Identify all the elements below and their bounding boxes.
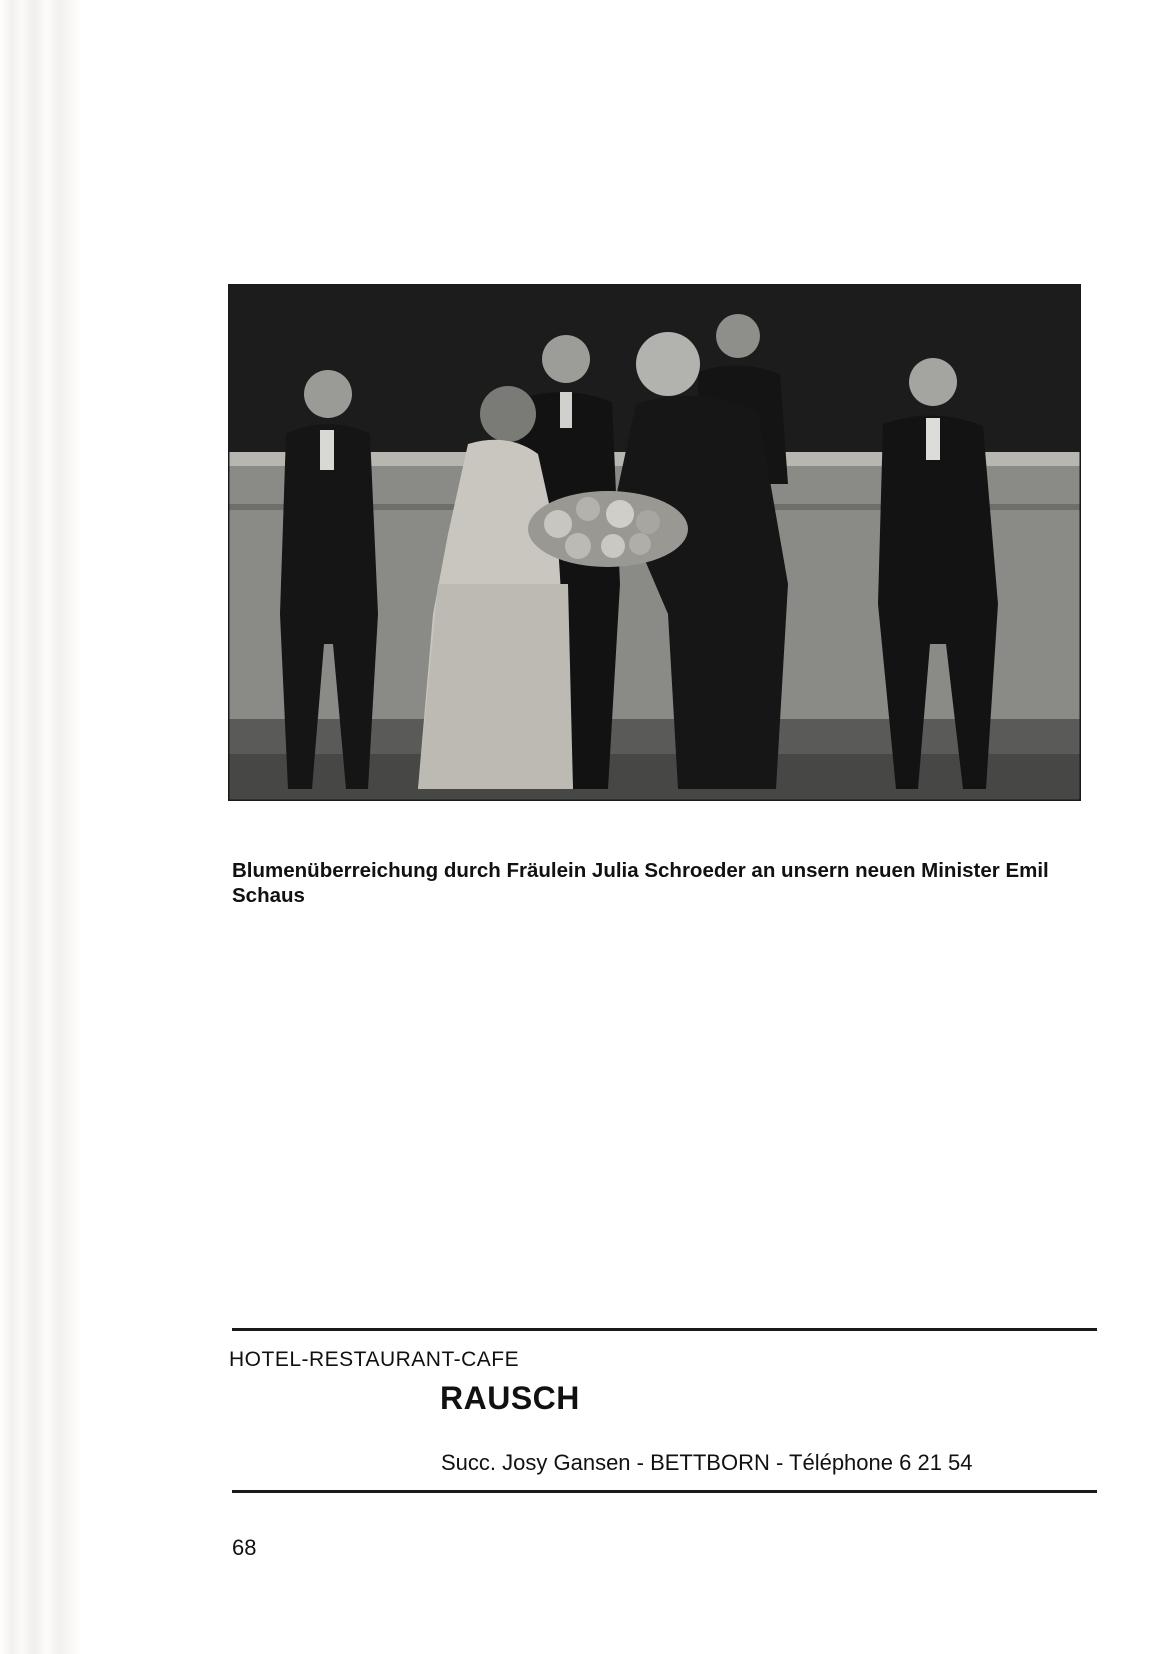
ad-address-line: Succ. Josy Gansen - BETTBORN - Téléphone 6 21 54 xyxy=(441,1450,973,1475)
ad-top-rule xyxy=(232,1328,1097,1331)
ad-business-type: HOTEL-RESTAURANT-CAFE xyxy=(229,1348,520,1371)
bouquet xyxy=(528,491,688,567)
binding-edge xyxy=(0,0,82,1654)
page-number: 68 xyxy=(232,1535,257,1560)
ad-bottom-rule xyxy=(232,1490,1097,1493)
ad-business-name: RAUSCH xyxy=(440,1380,580,1416)
photo-caption: Blumenüberreichung durch Fräulein Julia Schroeder an unsern neuen Minister Emil Schaus xyxy=(232,859,1049,907)
photograph-flower-presentation xyxy=(228,284,1081,801)
